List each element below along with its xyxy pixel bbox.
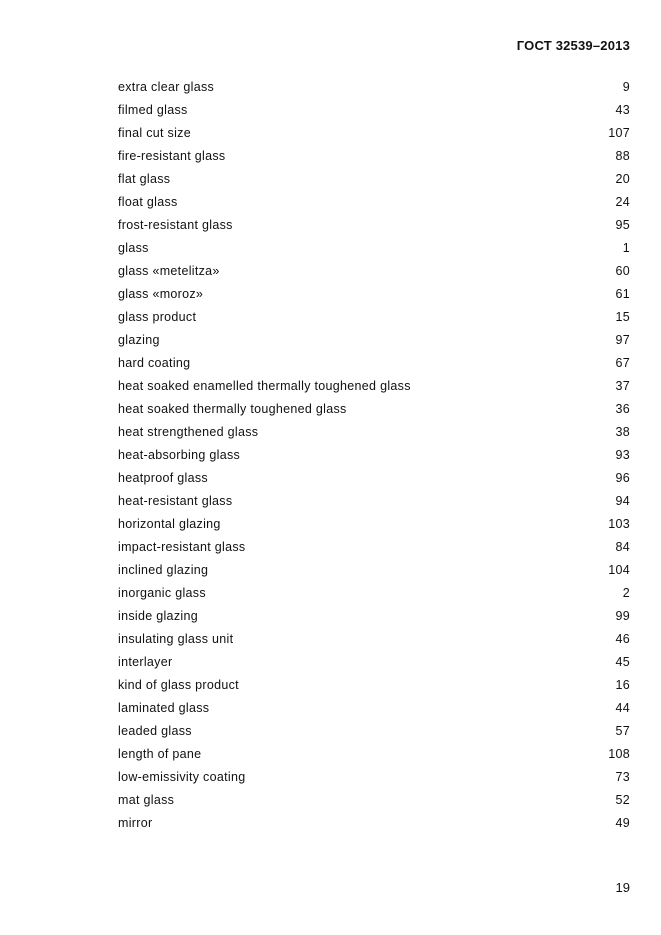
- index-entry: [118, 78, 630, 101]
- index-term: final cut size: [118, 126, 191, 140]
- index-term: length of pane: [118, 747, 202, 761]
- index-term-number: 1: [622, 241, 630, 255]
- index-term: float glass: [118, 195, 178, 209]
- term-index-list: [118, 78, 630, 837]
- index-entry: [118, 285, 630, 308]
- index-entry: [118, 745, 630, 768]
- index-term-number: 52: [615, 793, 630, 807]
- index-entry: [118, 584, 630, 607]
- index-entry: [118, 262, 630, 285]
- index-term: frost-resistant glass: [118, 218, 233, 232]
- index-term: heat strengthened glass: [118, 425, 259, 439]
- index-term-number: 95: [615, 218, 630, 232]
- index-term: mirror: [118, 816, 153, 830]
- index-term-number: 46: [615, 632, 630, 646]
- index-term-number: 108: [608, 747, 630, 761]
- index-term-number: 60: [615, 264, 630, 278]
- index-entry: [118, 607, 630, 630]
- index-term-number: 103: [608, 517, 630, 531]
- index-entry: [118, 331, 630, 354]
- index-term: heatproof glass: [118, 471, 208, 485]
- index-term-number: 15: [615, 310, 630, 324]
- index-term-number: 38: [615, 425, 630, 439]
- index-entry: [118, 469, 630, 492]
- index-entry: [118, 676, 630, 699]
- index-term-number: 84: [615, 540, 630, 554]
- index-term: impact-resistant glass: [118, 540, 246, 554]
- index-entry: [118, 308, 630, 331]
- index-term-number: 16: [615, 678, 630, 692]
- index-term-number: 2: [622, 586, 630, 600]
- index-term-number: 94: [615, 494, 630, 508]
- index-term: fire-resistant glass: [118, 149, 226, 163]
- document-standard-header: ГОСТ 32539–2013: [516, 38, 630, 53]
- index-term: heat-resistant glass: [118, 494, 233, 508]
- index-term: mat glass: [118, 793, 175, 807]
- index-term: insulating glass unit: [118, 632, 234, 646]
- index-entry: [118, 377, 630, 400]
- index-entry: [118, 538, 630, 561]
- index-term-number: 36: [615, 402, 630, 416]
- index-term: filmed glass: [118, 103, 188, 117]
- index-term: heat soaked enamelled thermally toughened glass: [118, 379, 411, 393]
- index-term: kind of glass product: [118, 678, 239, 692]
- index-entry: [118, 216, 630, 239]
- index-term-number: 93: [615, 448, 630, 462]
- index-entry: [118, 492, 630, 515]
- index-term: heat-absorbing glass: [118, 448, 241, 462]
- index-term: glass «moroz»: [118, 287, 204, 301]
- index-entry: [118, 124, 630, 147]
- index-term: heat soaked thermally toughened glass: [118, 402, 347, 416]
- index-term-number: 9: [622, 80, 630, 94]
- index-term-number: 97: [615, 333, 630, 347]
- index-term: flat glass: [118, 172, 171, 186]
- index-entry: [118, 791, 630, 814]
- index-term-number: 107: [608, 126, 630, 140]
- index-entry: [118, 515, 630, 538]
- index-entry: [118, 446, 630, 469]
- index-term-number: 49: [615, 816, 630, 830]
- index-entry: [118, 239, 630, 262]
- index-term: extra clear glass: [118, 80, 215, 94]
- index-term-number: 43: [615, 103, 630, 117]
- index-term: glass: [118, 241, 149, 255]
- index-entry: [118, 147, 630, 170]
- index-term-number: 44: [615, 701, 630, 715]
- index-term-number: 99: [615, 609, 630, 623]
- index-entry: [118, 768, 630, 791]
- index-term-number: 67: [615, 356, 630, 370]
- index-term-number: 45: [615, 655, 630, 669]
- index-term: low-emissivity coating: [118, 770, 246, 784]
- index-entry: [118, 722, 630, 745]
- index-term: inorganic glass: [118, 586, 206, 600]
- index-term-number: 37: [615, 379, 630, 393]
- index-entry: [118, 814, 630, 837]
- index-term-number: 104: [608, 563, 630, 577]
- index-entry: [118, 193, 630, 216]
- index-term: inside glazing: [118, 609, 198, 623]
- index-term-number: 24: [615, 195, 630, 209]
- index-term: hard coating: [118, 356, 191, 370]
- index-term: glass «metelitza»: [118, 264, 220, 278]
- index-entry: [118, 630, 630, 653]
- index-term: laminated glass: [118, 701, 210, 715]
- index-entry: [118, 423, 630, 446]
- index-term: interlayer: [118, 655, 173, 669]
- index-entry: [118, 653, 630, 676]
- index-entry: [118, 354, 630, 377]
- index-term: inclined glazing: [118, 563, 209, 577]
- index-term: leaded glass: [118, 724, 192, 738]
- index-term-number: 57: [615, 724, 630, 738]
- index-term: glazing: [118, 333, 160, 347]
- index-term-number: 20: [615, 172, 630, 186]
- index-entry: [118, 170, 630, 193]
- index-term: glass product: [118, 310, 197, 324]
- index-entry: [118, 101, 630, 124]
- index-entry: [118, 400, 630, 423]
- page-number: 19: [615, 880, 630, 895]
- index-term-number: 73: [615, 770, 630, 784]
- index-term-number: 88: [615, 149, 630, 163]
- index-entry: [118, 561, 630, 584]
- index-term: horizontal glazing: [118, 517, 221, 531]
- index-entry: [118, 699, 630, 722]
- index-term-number: 61: [615, 287, 630, 301]
- index-term-number: 96: [615, 471, 630, 485]
